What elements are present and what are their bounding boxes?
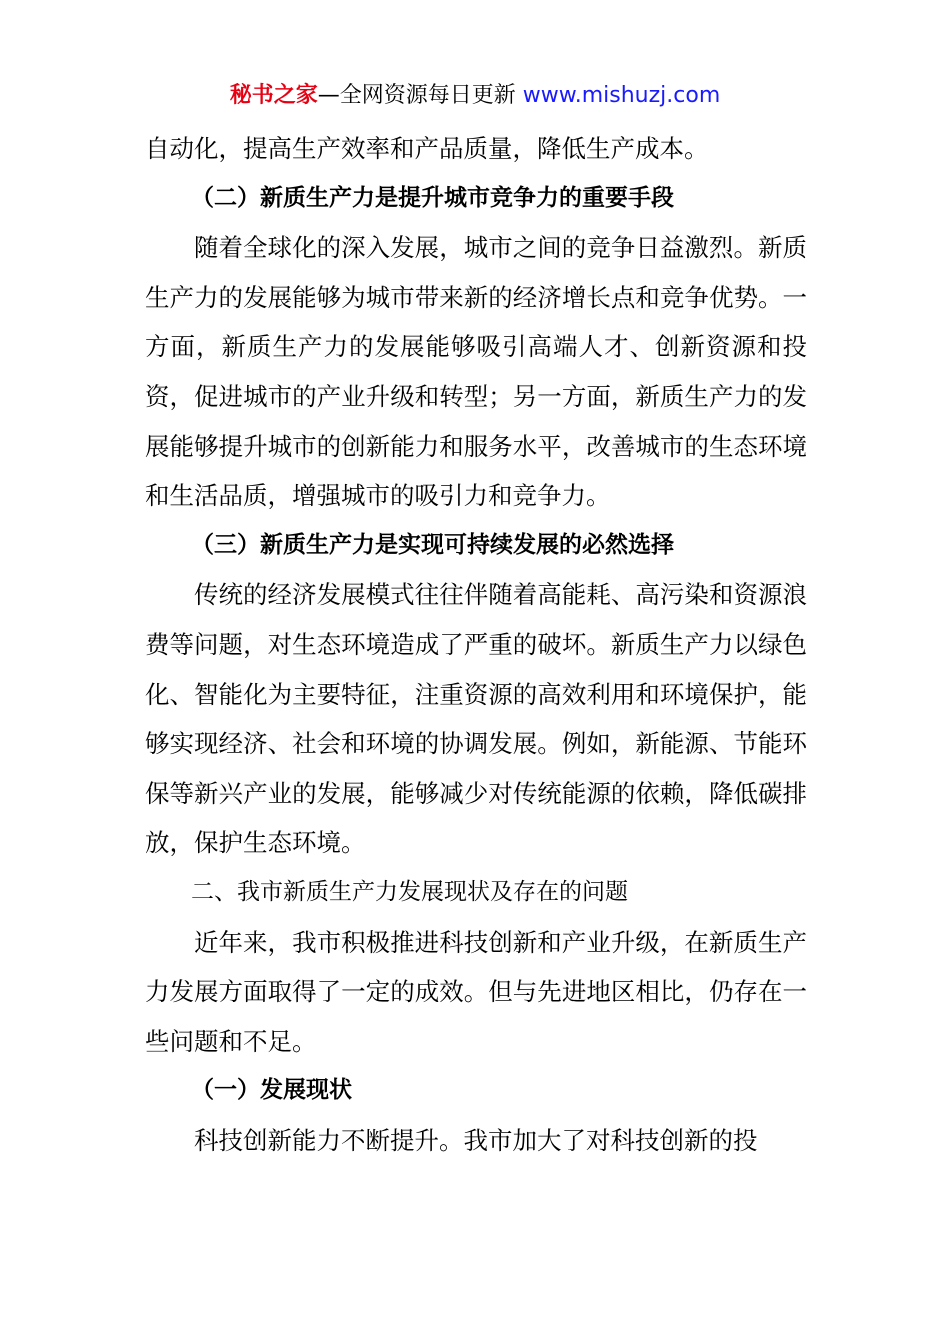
header-url-link[interactable]: www.mishuzj.com: [522, 83, 721, 108]
subheading-2: （二）新质生产力是提升城市竞争力的重要手段: [191, 184, 674, 211]
section-heading-2: 二、我市新质生产力发展现状及存在的问题: [191, 878, 628, 905]
header-brand: 秘书之家: [229, 83, 318, 108]
paragraph: 近年来，我市积极推进科技创新和产业升级，在新质生产力发展方面取得了一定的成效。但与先进地区相比，仍存在一些问题和不足。: [145, 927, 807, 1056]
paragraph-continuation: 自动化，提高生产效率和产品质量，降低生产成本。: [145, 134, 709, 163]
paragraph: 随着全球化的深入发展，城市之间的竞争日益激烈。新质生产力的发展能够为城市带来新的经济增长点和竞争优势。一方面，新质生产力的发展能够吸引高端人才、创新资源和投资，促进城市的产业升级和转型；另一方面，新质生产力的发展能够提升城市的创新能力和服务水平，改善城市的生态环境和生活品质，增强城市的吸引力和竞争力。: [145, 233, 807, 511]
paragraph: 传统的经济发展模式往往伴随着高能耗、高污染和资源浪费等问题，对生态环境造成了严重的破坏。新质生产力以绿色化、智能化为主要特征，注重资源的高效利用和环境保护，能够实现经济、社会和环境的协调发展。例如，新能源、节能环保等新兴产业的发展，能够减少对传统能源的依赖，降低碳排放，保护生态环境。: [145, 580, 807, 858]
page-header: [0, 80, 950, 112]
subheading-1: （一）发展现状: [191, 1077, 352, 1104]
header-tagline: —全网资源每日更新: [317, 83, 523, 108]
document-body: [145, 124, 807, 1165]
subheading-3: （三）新质生产力是实现可持续发展的必然选择: [191, 531, 674, 558]
paragraph: 科技创新能力不断提升。我市加大了对科技创新的投: [194, 1125, 758, 1155]
